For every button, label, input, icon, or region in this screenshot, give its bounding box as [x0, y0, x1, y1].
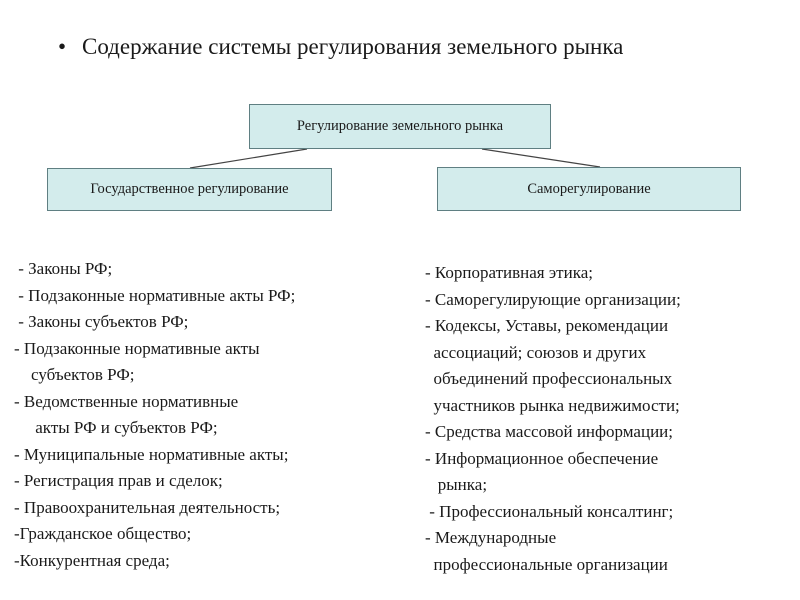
- bullet-icon: •: [58, 34, 67, 59]
- list-item: рынка;: [425, 475, 488, 494]
- list-item: -Гражданское общество;: [14, 524, 192, 543]
- list-item: акты РФ и субъектов РФ;: [14, 418, 218, 437]
- self-regulation-box: [437, 167, 741, 211]
- list-item: - Ведомственные нормативные: [14, 391, 239, 411]
- root-node-label: Регулирование земельного рынка: [296, 118, 504, 134]
- list-item: - Кодексы, Уставы, рекомендации: [425, 316, 669, 335]
- list-item: - Международные: [425, 528, 557, 547]
- root-node-box: [249, 104, 551, 149]
- list-item: - Муниципальные нормативные акты;: [14, 444, 289, 464]
- self-regulation-label: Саморегулирование: [527, 180, 651, 197]
- list-item: - Регистрация прав и сделок;: [14, 471, 223, 490]
- list-item: профессиональные организации: [425, 554, 668, 574]
- list-item: - Профессиональный консалтинг;: [425, 501, 674, 521]
- list-item: - Информационное обеспечение: [425, 448, 659, 468]
- list-item: -Конкурентная среда;: [14, 550, 170, 570]
- list-item: - Подзаконные нормативные акты: [14, 338, 260, 358]
- list-item: - Подзаконные нормативные акты РФ;: [14, 285, 296, 305]
- list-item: - Законы РФ;: [14, 259, 113, 278]
- list-item: ассоциаций; союзов и других: [425, 342, 647, 362]
- self-regulation-list: [425, 260, 681, 578]
- slide-title: Содержание системы регулирования земельного рынка: [82, 34, 624, 59]
- state-regulation-list: [14, 256, 295, 574]
- list-item: - Средства массовой информации;: [425, 422, 673, 441]
- list-item: субъектов РФ;: [14, 365, 135, 384]
- list-item: - Корпоративная этика;: [425, 263, 593, 282]
- list-item: объединений профессиональных: [425, 369, 673, 388]
- list-item: участников рынка недвижимости;: [425, 395, 680, 415]
- list-item: - Саморегулирующие организации;: [425, 289, 681, 309]
- state-regulation-label: Государственное регулирование: [90, 181, 289, 197]
- connector-right: [482, 149, 600, 167]
- list-item: - Законы субъектов РФ;: [14, 312, 189, 331]
- state-regulation-box: [47, 168, 332, 211]
- list-item: - Правоохранительная деятельность;: [14, 497, 281, 517]
- connector-left: [190, 149, 307, 168]
